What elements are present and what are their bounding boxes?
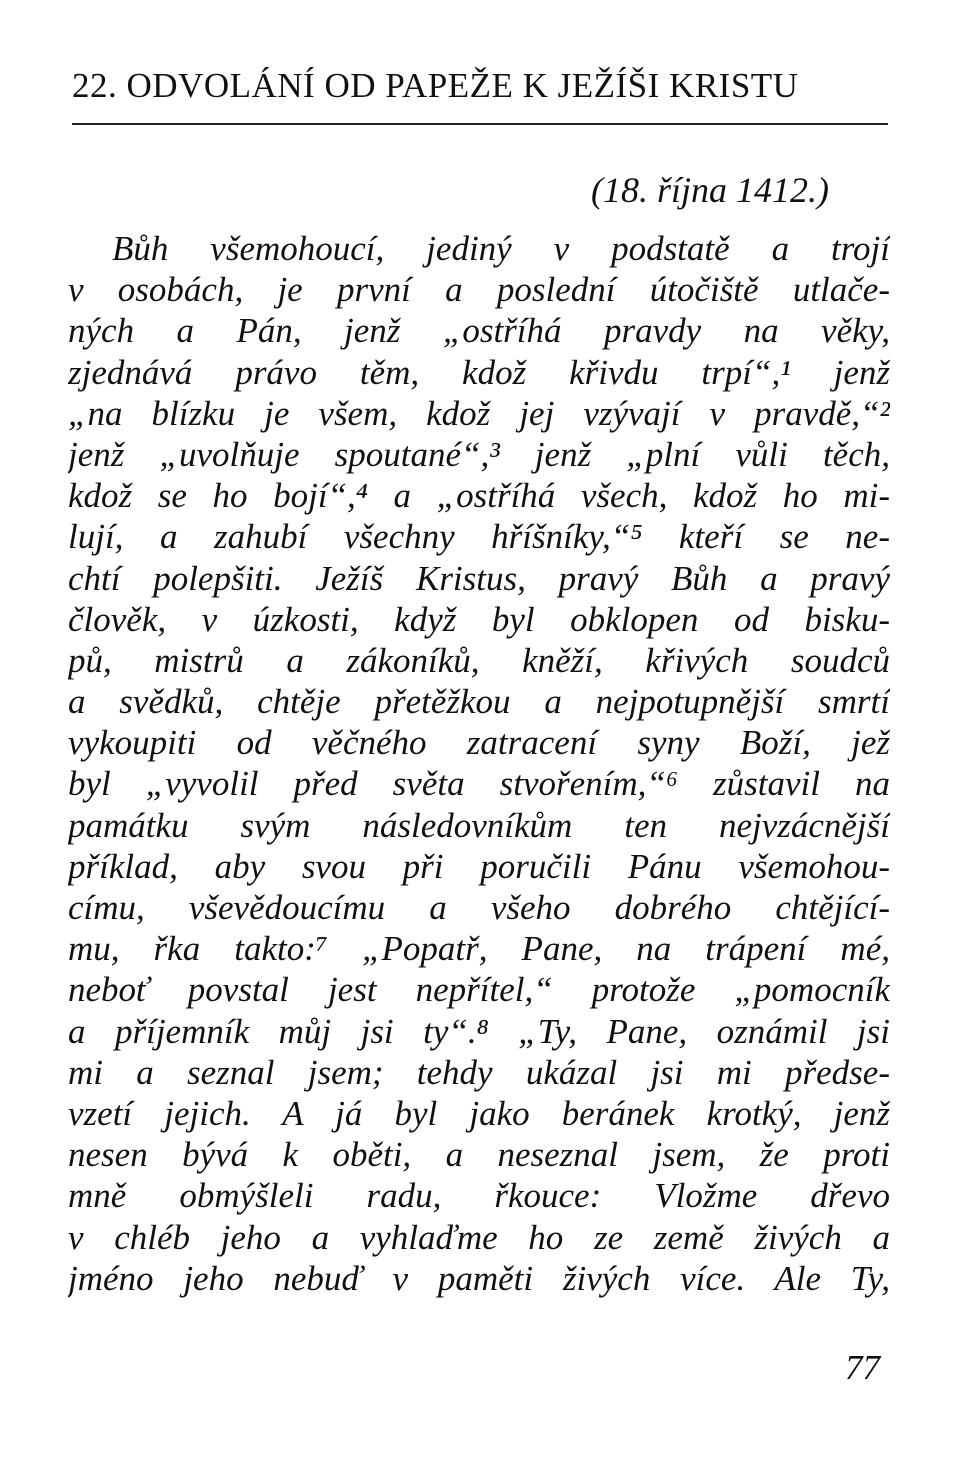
text-line: chtí polepšiti. Ježíš Kristus, pravý Bůh a pravý <box>68 558 890 598</box>
text-line: vykoupiti od věčného zatracení syny Boží, jež <box>68 723 890 763</box>
text-line: památku svým následovníkům ten nejvzácnější <box>68 805 890 845</box>
text-line: člověk, v úzkosti, když byl obklopen od bisku- <box>68 599 890 639</box>
text-line: neboť povstal jest nepřítel,“ protože „pomocník <box>68 970 890 1010</box>
text-line: příklad, aby svou při poručili Pánu všemohou- <box>68 846 890 886</box>
text-line: nesen bývá k oběti, a neseznal jsem, že proti <box>68 1135 890 1175</box>
text-line: mi a seznal jsem; tehdy ukázal jsi mi předse- <box>68 1052 890 1092</box>
chapter-heading: 22. ODVOLÁNÍ OD PAPEŽE K JEŽÍŠI KRISTU <box>72 66 799 105</box>
heading-divider <box>72 123 888 125</box>
text-line: kdož se ho bojí“,⁴ a „ostříhá všech, kdož ho mi- <box>68 476 890 516</box>
text-line: a svědků, chtěje přetěžkou a nejpotupnější smrtí <box>68 682 890 722</box>
text-line: zjednává právo těm, kdož křivdu trpí“,¹ jenž <box>68 352 890 392</box>
body-text <box>68 228 890 1299</box>
text-line: mu, řka takto:⁷ „Popatř, Pane, na trápení mé, <box>68 929 890 969</box>
text-line: jenž „uvolňuje spoutané“,³ jenž „plní vůli těch, <box>68 434 890 474</box>
text-line: vzetí jejich. A já byl jako beránek krotký, jenž <box>68 1093 890 1133</box>
text-line: lují, a zahubí všechny hříšníky,“⁵ kteří se ne- <box>68 517 890 557</box>
text-line: ných a Pán, jenž „ostříhá pravdy na věky, <box>68 311 890 351</box>
text-line: pů, mistrů a zákoníků, kněží, křivých soudců <box>68 640 890 680</box>
text-line: jméno jeho nebuď v paměti živých více. Ale Ty, <box>68 1258 890 1298</box>
date-line: (18. října 1412.) <box>591 170 829 210</box>
text-line: címu, vševědoucímu a všeho dobrého chtějící- <box>68 888 890 927</box>
text-line: byl „vyvolil před světa stvořením,“⁶ zůstavil na <box>68 764 890 804</box>
text-line: mně obmýšleli radu, řkouce: Vložme dřevo <box>68 1176 890 1216</box>
text-line: Bůh všemohoucí, jediný v podstatě a trojí <box>112 229 890 268</box>
text-line: a příjemník můj jsi ty“.⁸ „Ty, Pane, oznámil jsi <box>68 1011 890 1051</box>
text-line: v osobách, je první a poslední útočiště utlače- <box>68 270 890 310</box>
text-line: v chléb jeho a vyhlaďme ho ze země živých a <box>68 1217 890 1257</box>
text-line: „na blízku je všem, kdož jej vzývají v pravdě,“² <box>68 393 890 433</box>
page-number: 77 <box>845 1348 880 1387</box>
